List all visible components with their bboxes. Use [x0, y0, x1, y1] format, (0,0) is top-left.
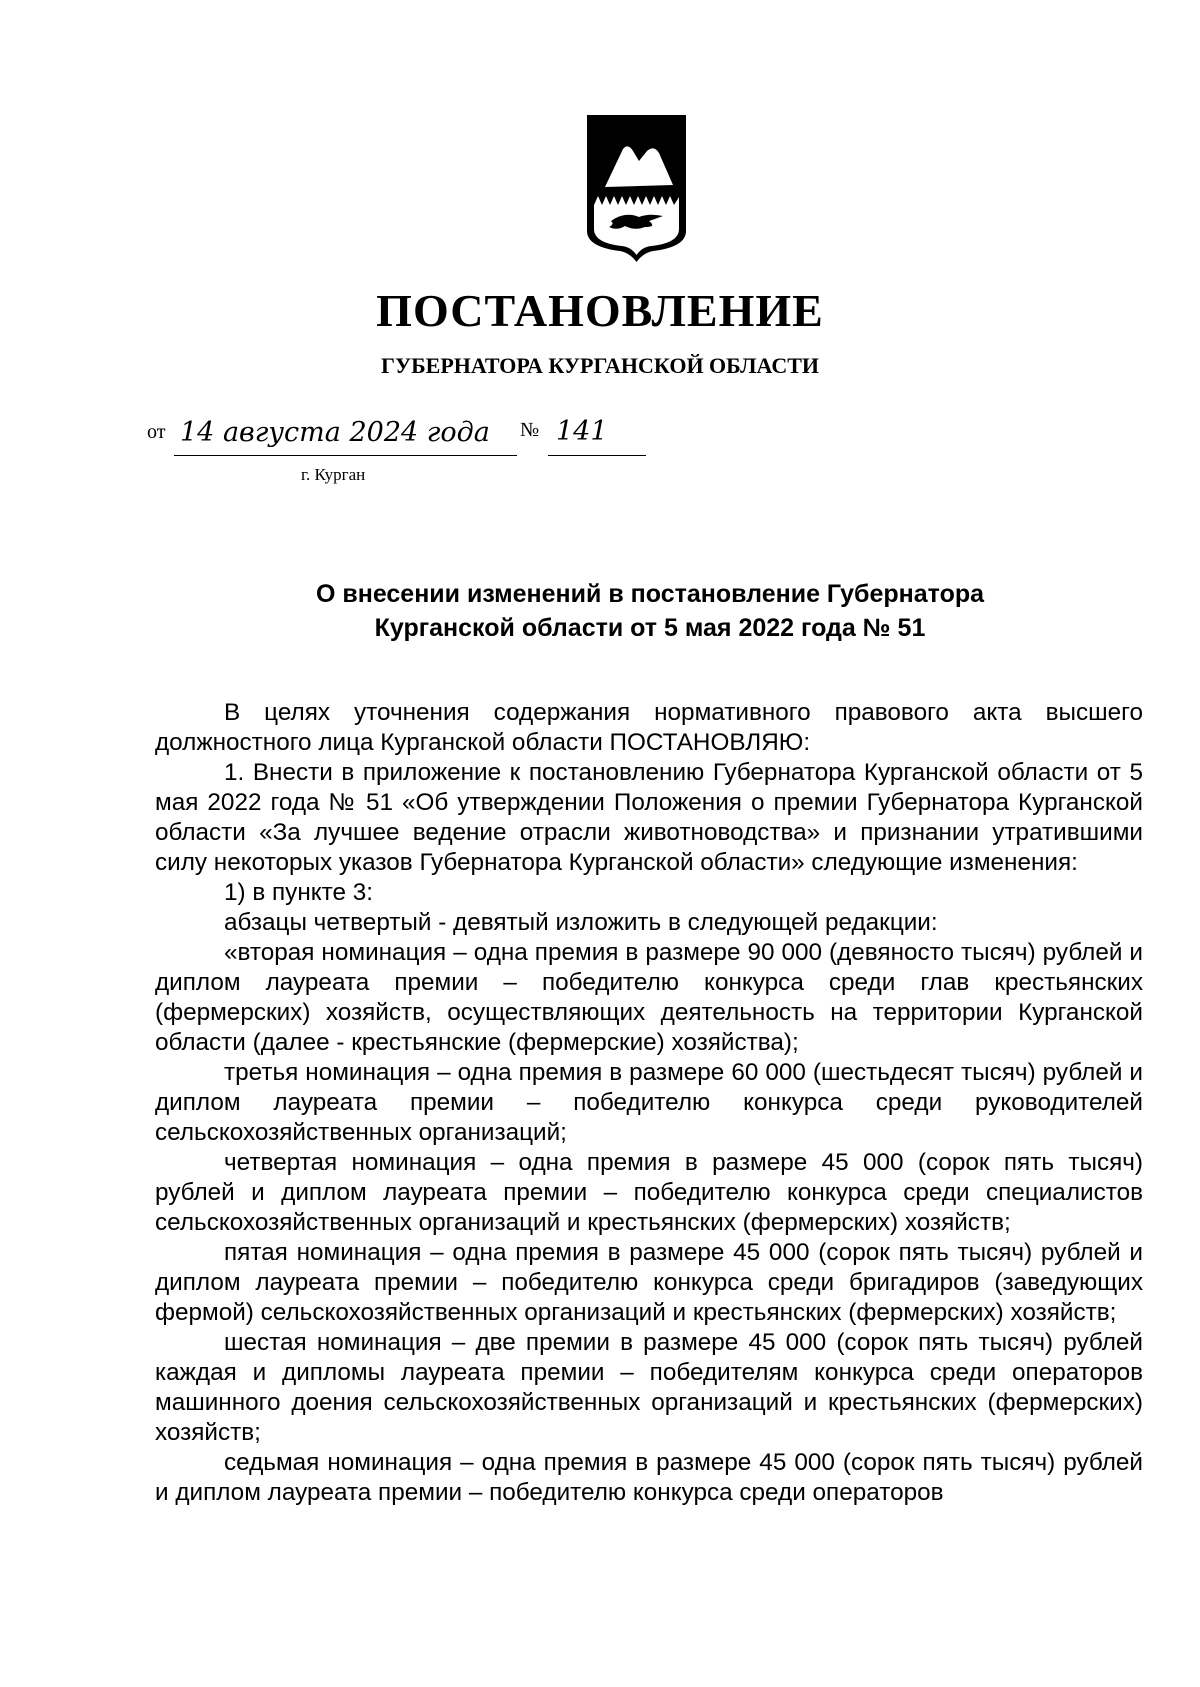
place: г. Курган — [301, 465, 366, 484]
number-underline — [548, 455, 646, 456]
paragraph: В целях уточнения содержания нормативного правового акта высшего должностного лица Курганской области ПОСТАНОВЛЯЮ: — [155, 699, 1143, 756]
handwritten-date: 14 августа 2024 года — [180, 417, 490, 448]
paragraph: седьмая номинация – одна премия в размере 45 000 (сорок пять тысяч) рублей и диплом лауреата премии – победителю конкурса среди операторов — [155, 1449, 1143, 1506]
paragraph: «вторая номинация – одна премия в размере 90 000 (девяносто тысяч) рублей и диплом лауреата премии – победителю конкурса среди глав крестьянских (фермерских) хозяйств, осуществляющих деятельность на территории Курганской области (далее - крестьянские (фермерские) хозяйства); — [155, 939, 1143, 1056]
paragraph: 1) в пункте 3: — [224, 879, 374, 906]
date-prefix: от — [147, 421, 166, 443]
paragraph: пятая номинация – одна премия в размере 45 000 (сорок пять тысяч) рублей и диплом лауреата премии – победителю конкурса среди бригадиров (заведующих фермой) сельскохозяйственных организаций и крестьянских (фермерских) хозяйств; — [155, 1239, 1143, 1326]
coat-of-arms-icon — [585, 113, 688, 263]
document-title: ПОСТАНОВЛЕНИЕ — [376, 285, 824, 336]
paragraph: 1. Внести в приложение к постановлению Губернатора Курганской области от 5 мая 2022 года № 51 «Об утверждении Положения о премии Губернатора Курганской области «За лучшее ведение отрасли животноводства» и признании утратившими силу некоторых указов Губернатора Курганской области» следующие изменения: — [155, 759, 1143, 876]
paragraph: четвертая номинация – одна премия в размере 45 000 (сорок пять тысяч) рублей и диплом лауреата премии – победителю конкурса среди специалистов сельскохозяйственных организаций и крестьянских (фермерских) хозяйств; — [155, 1149, 1143, 1236]
heading-line: О внесении изменений в постановление Губернатора — [315, 580, 985, 608]
heading-line: Курганской области от 5 мая 2022 года № 51 — [374, 614, 926, 642]
document-body — [155, 698, 1143, 1508]
paragraph: шестая номинация – две премии в размере 45 000 (сорок пять тысяч) рублей каждая и дипломы лауреата премии – победителям конкурса среди операторов машинного доения сельскохозяйственных организаций и крестьянских (фермерских) хозяйств; — [155, 1329, 1143, 1446]
date-underline — [174, 455, 517, 456]
paragraph: третья номинация – одна премия в размере 60 000 (шестьдесят тысяч) рублей и диплом лауреата премии – победителю конкурса среди руководителей сельскохозяйственных организаций; — [155, 1059, 1143, 1146]
paragraph: абзацы четвертый - девятый изложить в следующей редакции: — [224, 909, 938, 936]
handwritten-number: 141 — [556, 416, 608, 447]
document-heading — [200, 577, 1100, 645]
issuer-subtitle: ГУБЕРНАТОРА КУРГАНСКОЙ ОБЛАСТИ — [380, 353, 820, 378]
number-prefix: № — [520, 419, 540, 441]
